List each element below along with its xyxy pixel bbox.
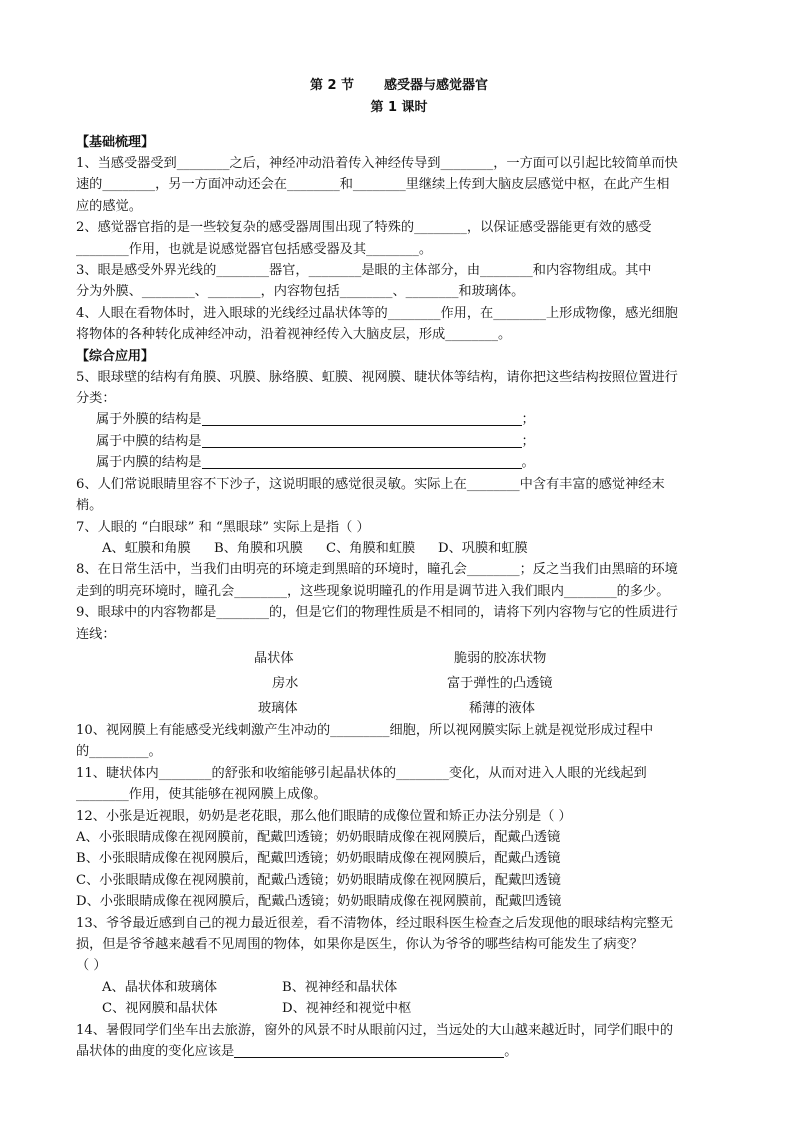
q6-line: 6、人们常说眼睛里容不下沙子，这说明眼的感觉很灵敏。实际上在________中含有丰富的感觉神经末 [76, 476, 665, 492]
q8-line: 8、在日常生活中，当我们由明亮的环境走到黑暗的环境时，瞳孔会________；反之当我们由黑暗的环境 [76, 562, 678, 578]
matching-exercise [76, 645, 722, 720]
worksheet-page [76, 76, 722, 1062]
q5-line: 分类： [76, 391, 116, 407]
q3-line: 3、眼是感受外界光线的________器官，________是眼的主体部分，由________和内容物组成。其中 [76, 263, 652, 279]
q4-line: 4、人眼在看物体时，进入眼球的光线经过晶状体等的________作用，在________上形成物像，感光细胞 [76, 305, 678, 321]
section-number: 第 2 节 [309, 78, 355, 93]
q9-line: 连线： [76, 626, 116, 642]
q11-line: ________作用，使其能够在视网膜上成像。 [76, 787, 327, 803]
q3-line: 分为外膜、________、________，内容物包括________、________和玻璃体。 [76, 284, 525, 300]
q10-line: 的_________。 [76, 744, 162, 760]
q12-option-a[interactable]: A、小张眼睛成像在视网膜前，配戴凹透镜；奶奶眼睛成像在视网膜后，配戴凸透镜 [76, 829, 561, 845]
section-title [76, 76, 722, 96]
q13-option-c[interactable]: C、视网膜和晶状体 [102, 1001, 218, 1017]
q13-options-row2 [76, 998, 722, 1019]
inner-layer-line: 属于内膜的结构是 。 [96, 455, 535, 471]
q7-stem: 7、人眼的 “白眼球” 和 “黑眼球” 实际上是指（ ） [76, 519, 370, 535]
outer-layer-line: 属于外膜的结构是 ； [96, 412, 535, 428]
match-left-item[interactable]: 玻璃体 [258, 700, 298, 716]
q7-options [76, 538, 722, 559]
q12-option-d[interactable]: D、小张眼睛成像在视网膜后，配戴凸透镜；奶奶眼睛成像在视网膜前，配戴凹透镜 [76, 894, 562, 910]
q14-line: 晶状体的曲度的变化应该是 。 [76, 1044, 518, 1060]
q13-options-row1 [76, 977, 722, 998]
q13-answer-bracket: （ ） [76, 958, 107, 974]
answer-blank[interactable] [202, 454, 522, 469]
q7-option-b[interactable]: B、角膜和巩膜 [214, 540, 303, 556]
q13-option-a[interactable]: A、晶状体和玻璃体 [102, 979, 218, 995]
answer-blank[interactable] [202, 411, 522, 426]
q9-line: 9、眼球中的内容物都是________的，但是它们的物理性质是不相同的，请将下列内容物与它的性质进行 [76, 605, 678, 621]
answer-blank[interactable] [202, 433, 522, 448]
q2-line: ________作用，也就是说感觉器官包括感受器及其________。 [76, 241, 433, 257]
q13-option-b[interactable]: B、视神经和晶状体 [282, 979, 398, 995]
q2-line: 2、感觉器官指的是一些较复杂的感受器周围出现了特殊的________，以保证感受器能更有效的感受 [76, 220, 652, 236]
section-name: 感受器与感觉器官 [384, 78, 489, 93]
applied-heading: 【综合应用】 [76, 348, 155, 364]
match-left-item[interactable]: 房水 [272, 675, 299, 691]
lesson-title: 第 1 课时 [370, 100, 428, 115]
match-left-item[interactable]: 晶状体 [254, 650, 294, 666]
q12-option-c[interactable]: C、小张眼睛成像在视网膜前，配戴凸透镜；奶奶眼睛成像在视网膜后，配戴凹透镜 [76, 872, 561, 888]
q7-option-c[interactable]: C、角膜和虹膜 [326, 540, 416, 556]
q10-line: 10、视网膜上有能感受光线刺激产生冲动的_________细胞，所以视网膜实际上就是视觉形成过程中 [76, 722, 654, 738]
q11-line: 11、睫状体内________的舒张和收缩能够引起晶状体的________变化，从而对进入人眼的光线起到 [76, 765, 647, 781]
q7-option-d[interactable]: D、巩膜和虹膜 [438, 540, 528, 556]
basic-heading: 【基础梳理】 [76, 135, 155, 150]
q8-line: 走到的明亮环境时，瞳孔会________，这些现象说明瞳孔的作用是调节进入我们眼内________的多少。 [76, 583, 670, 599]
q12-stem: 12、小张是近视眼，奶奶是老花眼，那么他们眼睛的成像位置和矫正办法分别是（ ） [76, 808, 572, 824]
q1-line: 速的________，另一方面冲动还会在________和________里继续上传到大脑皮层感觉中枢，在此产生相 [76, 177, 670, 193]
q6-line: 梢。 [76, 498, 103, 514]
answer-blank[interactable] [234, 1043, 504, 1058]
match-right-item[interactable]: 脆弱的胶冻状物 [454, 650, 547, 666]
q13-option-d[interactable]: D、视神经和视觉中枢 [282, 1001, 412, 1017]
q13-line: 损，但是爷爷越来越看不见周围的物体，如果你是医生，你认为爷爷的哪些结构可能发生了病变？ [76, 937, 644, 952]
q13-line: 13、爷爷最近感到自己的视力最近很差，看不清物体，经过眼科医生检查之后发现他的眼球结构完整无 [76, 915, 674, 931]
q4-line: 将物体的各种转化成神经冲动，沿着视神经传入大脑皮层，形成________。 [76, 327, 512, 343]
q5-line: 5、眼球壁的结构有角膜、巩膜、脉络膜、虹膜、视网膜、睫状体等结构，请你把这些结构按照位置进行 [76, 369, 678, 385]
q14-line: 14、暑假同学们坐车出去旅游，窗外的风景不时从眼前闪过，当远处的大山越来越近时，同学们眼中的 [76, 1022, 674, 1038]
match-right-item[interactable]: 稀薄的液体 [469, 700, 535, 716]
q1-line: 应的感觉。 [76, 198, 142, 214]
q12-option-b[interactable]: B、小张眼睛成像在视网膜后，配戴凹透镜；奶奶眼睛成像在视网膜后，配戴凸透镜 [76, 851, 561, 867]
middle-layer-line: 属于中膜的结构是 ； [96, 433, 535, 449]
q1-line: 1、当感受器受到________之后，神经冲动沿着传入神经传导到________，一方面可以引起比较简单而快 [76, 156, 678, 171]
q7-option-a[interactable]: A、虹膜和角膜 [102, 540, 191, 556]
match-right-item[interactable]: 富于弹性的凸透镜 [447, 675, 553, 691]
